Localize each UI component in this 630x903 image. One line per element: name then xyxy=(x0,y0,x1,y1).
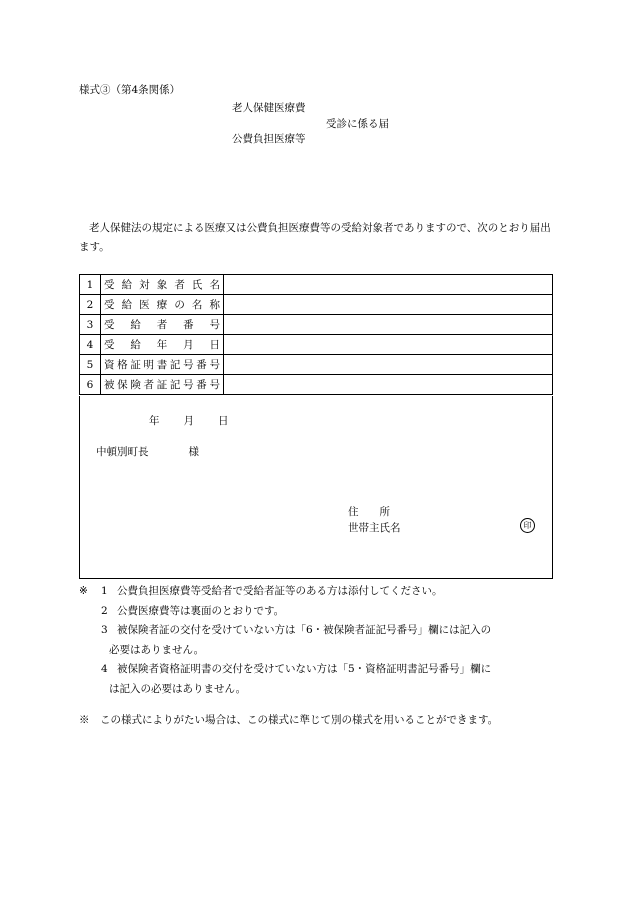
row-number: 5 xyxy=(80,355,101,375)
signature-box xyxy=(79,396,553,579)
row-label-text: 受給年月日 xyxy=(104,339,220,351)
row-number: 3 xyxy=(80,315,101,335)
notes-section xyxy=(79,582,559,699)
row-label-text: 受給医療の名称 xyxy=(104,299,220,311)
certificate-number-field[interactable] xyxy=(224,355,553,375)
addressee xyxy=(96,444,199,459)
note-item xyxy=(79,582,559,602)
note-number: 1 xyxy=(101,585,108,597)
note-item xyxy=(79,602,559,622)
note-mark: ※ xyxy=(79,585,88,597)
household-head-label: 世帯主氏名 xyxy=(348,522,401,534)
row-number: 1 xyxy=(80,275,101,295)
row-label xyxy=(101,275,224,295)
day-label: 日 xyxy=(218,415,229,427)
note-text-continued: は記入の必要はありません。 xyxy=(109,682,247,695)
row-label xyxy=(101,315,224,335)
row-label-text: 受給者番号 xyxy=(104,319,220,331)
title-line-1: 老人保健医療費 xyxy=(232,102,306,114)
date-line xyxy=(149,413,229,428)
note-text: 被保険者証の交付を受けていない方は「6・被保険者証記号番号」欄には記入の xyxy=(117,624,492,636)
row-label-text: 被保険者証記号番号 xyxy=(104,379,220,391)
note-text: 公費負担医療費等受給者で受給者証等のある方は添付してください。 xyxy=(117,585,443,597)
note-item xyxy=(79,660,559,699)
table-row xyxy=(80,295,553,315)
note-number: 3 xyxy=(101,624,108,636)
note-text: 被保険者資格証明書の交付を受けていない方は「5・資格証明書記号番号」欄に xyxy=(117,663,492,675)
receipt-date-field[interactable] xyxy=(224,335,553,355)
row-number: 4 xyxy=(80,335,101,355)
table-row xyxy=(80,275,553,295)
year-label: 年 xyxy=(149,415,160,427)
medical-care-name-field[interactable] xyxy=(224,295,553,315)
row-label-text: 受給対象者氏名 xyxy=(104,279,220,291)
seal-icon: 印 xyxy=(520,518,535,533)
recipient-number-field[interactable] xyxy=(224,315,553,335)
table-row xyxy=(80,335,553,355)
row-number: 6 xyxy=(80,375,101,395)
final-note: ※ この様式によりがたい場合は、この様式に準じて別の様式を用いることができます。 xyxy=(79,714,499,726)
note-item xyxy=(79,621,559,660)
table-row xyxy=(80,315,553,335)
row-label xyxy=(101,295,224,315)
row-label xyxy=(101,375,224,395)
recipient-name-field[interactable] xyxy=(224,275,553,295)
month-label: 月 xyxy=(183,415,194,427)
note-text: 公費医療費等は裏面のとおりです。 xyxy=(117,604,285,617)
note-number: 2 xyxy=(101,604,108,617)
table-row xyxy=(80,375,553,395)
addressee-name: 中頓別町長 xyxy=(96,446,149,458)
note-number: 4 xyxy=(101,663,108,675)
row-number: 2 xyxy=(80,295,101,315)
addressee-honorific: 様 xyxy=(188,446,199,458)
form-table xyxy=(79,274,553,395)
row-label-text: 資格証明書記号番号 xyxy=(104,359,220,371)
table-row xyxy=(80,355,553,375)
row-label xyxy=(101,355,224,375)
row-label xyxy=(101,335,224,355)
address-label: 住 所 xyxy=(348,506,390,518)
title-line-2: 受診に係る届 xyxy=(326,118,389,130)
title-line-3: 公費負担医療等 xyxy=(232,133,306,145)
intro-paragraph: 老人保健法の規定による医療又は公費負担医療費等の受給対象者でありますので、次のとおり届出ます。 xyxy=(79,222,551,253)
insurance-card-number-field[interactable] xyxy=(224,375,553,395)
note-text-continued: 必要はありません。 xyxy=(109,643,205,656)
form-label: 様式③（第4条関係） xyxy=(79,84,181,96)
